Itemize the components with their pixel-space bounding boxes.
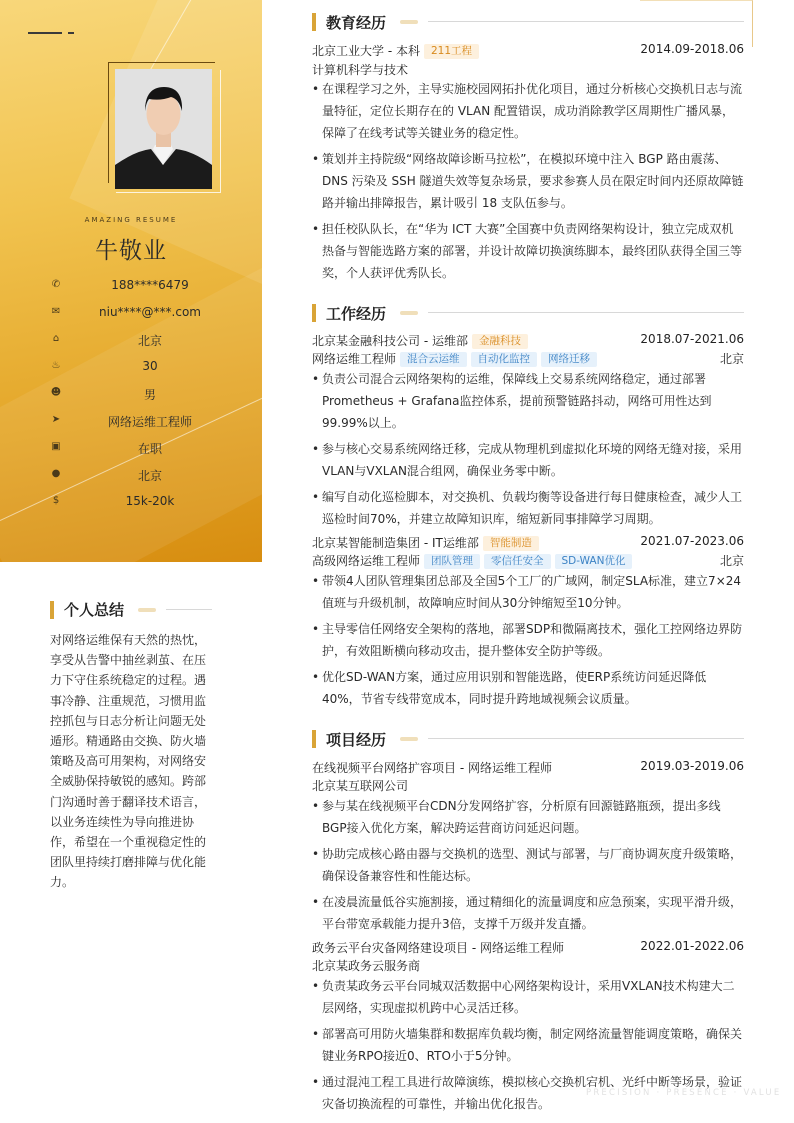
company-name: 北京某智能制造集团 - IT运维部 <box>312 536 479 550</box>
entry-right: 2021.07-2023.06 <box>640 534 744 548</box>
entry-row <box>312 332 744 349</box>
project-name: 在线视频平台网络扩容项目 - 网络运维工程师 <box>312 761 552 775</box>
bullet-item: • 负责公司混合云网络架构的运维，保障线上交易系统网络稳定，通过部署Prometheus + Grafana监控体系，提前预警链路抖动，网络可用性达到99.99%以上。 <box>312 368 744 434</box>
bullet-item: • 在课程学习之外，主导实施校园网拓扑优化项目，通过分析核心交换机日志与流量特征，定位长期存在的 VLAN 配置错误，成功消除教学区周期性广播风暴，保障了在线考试等关键业务的稳定性。 <box>312 78 744 144</box>
section-heading <box>312 303 752 323</box>
info-text: 男 <box>143 388 156 402</box>
section-marker <box>50 601 54 619</box>
section-pill <box>400 311 418 315</box>
info-text: 北京 <box>137 469 162 483</box>
project-name: 政务云平台灾备网络建设项目 - 网络运维工程师 <box>312 941 564 955</box>
entry-row <box>312 777 744 794</box>
entry-right: 北京 <box>719 554 744 568</box>
bullet-item: • 通过混沌工程工具进行故障演练，模拟核心交换机宕机、光纤中断等场景，验证灾备切换流程的可靠性，并输出优化报告。 <box>312 1071 744 1115</box>
job-role: 高级网络运维工程师 <box>312 554 421 568</box>
info-text: niu****@***.com <box>99 305 201 319</box>
section-heading <box>312 729 752 749</box>
section-marker <box>312 304 316 322</box>
send-icon: ➤ <box>51 414 61 425</box>
skill-tag: 团队管理 <box>424 554 480 569</box>
entry-row <box>312 759 744 776</box>
section-rule <box>166 609 212 610</box>
skill-tag: 金融科技 <box>472 334 528 349</box>
project-org: 北京某政务云服务商 <box>312 959 421 973</box>
entry-row <box>312 534 744 551</box>
entry-row <box>312 552 744 569</box>
bullet-item: • 部署高可用防火墙集群和数据库负载均衡，制定网络流量智能调度策略，确保关键业务RPO接近0、RTO小于5分钟。 <box>312 1023 744 1067</box>
section-title: 教育经历 <box>326 14 387 32</box>
company-name: 北京某金融科技公司 - 运维部 <box>312 334 468 348</box>
section-marker <box>312 730 316 748</box>
bullet-item: • 主导零信任网络安全架构的落地，部署SDP和微隔离技术，强化工控网络边界防护，有效阻断横向移动攻击，提升整体安全防护等级。 <box>312 618 744 662</box>
decor-dash <box>68 32 74 34</box>
phone-icon: ✆ <box>51 279 61 290</box>
bullet-item: • 协助完成核心路由器与交换机的选型、测试与部署，与厂商协调灰度升级策略，确保设备兼容性和性能达标。 <box>312 843 744 887</box>
skill-tag: 混合云运维 <box>400 352 467 367</box>
info-row <box>50 357 250 384</box>
entry-right: 2018.07-2021.06 <box>640 332 744 346</box>
section-title: 项目经历 <box>326 731 387 749</box>
school-name: 北京工业大学 - 本科 <box>312 44 420 58</box>
bullet-item: • 编写自动化巡检脚本，对交换机、负载均衡等设备进行每日健康检查，减少人工巡检时间70%，并建立故障知识库，缩短新同事排障学习周期。 <box>312 486 744 530</box>
entry-row <box>312 957 744 974</box>
info-row <box>50 411 250 438</box>
skill-tag: SD-WAN优化 <box>555 554 633 569</box>
section-pill <box>400 20 418 24</box>
bullet-item: • 优化SD-WAN方案，通过应用识别和智能选路，使ERP系统访问延迟降低40%，节省专线带宽成本，同时提升跨地域视频会议质量。 <box>312 666 744 710</box>
salary-icon: $ <box>52 495 60 506</box>
contact-info <box>50 276 250 519</box>
info-row <box>50 330 250 357</box>
briefcase-icon: ▣ <box>51 441 61 452</box>
home-icon: ⌂ <box>52 333 60 344</box>
info-text: 30 <box>142 359 158 373</box>
bullet-item: • 担任校队队长，在“华为 ICT 大赛”全国赛中负责网络架构设计，独立完成双机热备与智能选路方案的部署，并设计故障切换演练脚本，最终团队获得全国三等奖，个人获评优秀队长。 <box>312 218 744 284</box>
entry-row <box>312 61 744 78</box>
bullet-item: • 参与核心交易系统网络迁移，完成从物理机到虚拟化环境的网络无缝对接，采用VLAN与VXLAN混合组网，确保业务零中断。 <box>312 438 744 482</box>
info-row <box>50 438 250 465</box>
entry-right: 2022.01-2022.06 <box>640 939 744 953</box>
entry-right: 2019.03-2019.06 <box>640 759 744 773</box>
bullet-item: • 策划并主持院级“网络故障诊断马拉松”，在模拟环境中注入 BGP 路由震荡、DNS 污染及 SSH 隧道失效等复杂场景，要求参赛人员在限定时间内还原故障链路并输出排障报告，累计吸引 18 支队伍参与。 <box>312 148 744 214</box>
info-text: 15k-20k <box>125 494 175 508</box>
info-text: 在职 <box>137 442 162 456</box>
candidate-name: 牛敬业 <box>95 238 167 264</box>
gender-icon: ☻ <box>50 387 62 398</box>
cake-icon: ♨ <box>51 360 61 371</box>
skill-tag: 自动化监控 <box>471 352 538 367</box>
section-marker <box>312 13 316 31</box>
section-pill <box>400 737 418 741</box>
info-row <box>50 465 250 492</box>
entry-right: 北京 <box>719 352 744 366</box>
bullet-item: • 在凌晨流量低谷实施割接，通过精细化的流量调度和应急预案，实现平滑升级，平台带宽承载能力提升3倍，支撑千万级并发直播。 <box>312 891 744 935</box>
summary-text: 对网络运维保有天然的热忱，享受从告警中抽丝剥茧、在压力下守住系统稳定的过程。遇事冷静、注重规范，习惯用监控抓包与日志分析让问题无处遁形。精通路由交换、防火墙策略及高可用架构，对网络安全威胁保持敏锐的感知。跨部门沟通时善于翻译技术语言，以业务连续性为导向推进协作，希望在一个重视稳定性的团队里持续打磨排障与优化能力。 <box>50 633 207 890</box>
info-row <box>50 303 250 330</box>
info-row <box>50 384 250 411</box>
bullet-item: • 参与某在线视频平台CDN分发网络扩容，分析原有回源链路瓶颈，提出多线BGP接入优化方案，解决跨运营商访问延迟问题。 <box>312 795 744 839</box>
skill-tag: 零信任安全 <box>484 554 551 569</box>
section-pill <box>138 608 156 612</box>
decor-dash <box>28 32 62 34</box>
section-heading <box>312 12 752 32</box>
project-org: 北京某互联网公司 <box>312 779 409 793</box>
bullet-item: • 带领4人团队管理集团总部及全国5个工厂的广域网，制定SLA标准，建立7×24值班与升级机制，故障响应时间从30分钟缩短至10分钟。 <box>312 570 744 614</box>
skill-tag: 211工程 <box>424 44 479 59</box>
info-row <box>50 276 250 303</box>
avatar <box>115 69 212 189</box>
section-title: 个人总结 <box>64 601 125 619</box>
location-icon: ● <box>51 468 61 479</box>
major-name: 计算机科学与技术 <box>312 63 409 77</box>
mail-icon: ✉ <box>51 306 61 317</box>
entry-row <box>312 350 744 367</box>
watermark: PRECISION · PRESENCE · VALUE <box>586 1088 782 1098</box>
profile-sidebar <box>0 0 262 562</box>
section-title: 工作经历 <box>326 305 387 323</box>
bullet-item: • 负责某政务云平台同城双活数据中心网络架构设计，采用VXLAN技术构建大二层网络，实现虚拟机跨中心灵活迁移。 <box>312 975 744 1019</box>
job-role: 网络运维工程师 <box>312 352 397 366</box>
entry-row <box>312 42 744 59</box>
entry-right: 2014.09-2018.06 <box>640 42 744 56</box>
info-row <box>50 492 250 519</box>
info-text: 网络运维工程师 <box>107 415 192 429</box>
info-text: 188****6479 <box>111 278 189 292</box>
section-rule <box>428 21 744 22</box>
portrait-icon <box>115 69 212 189</box>
entry-row <box>312 939 744 956</box>
info-text: 北京 <box>137 334 162 348</box>
section-rule <box>428 738 744 739</box>
skill-tag: 网络迁移 <box>541 352 597 367</box>
skill-tag: 智能制造 <box>483 536 539 551</box>
tagline: AMAZING RESUME <box>84 216 178 224</box>
section-rule <box>428 312 744 313</box>
